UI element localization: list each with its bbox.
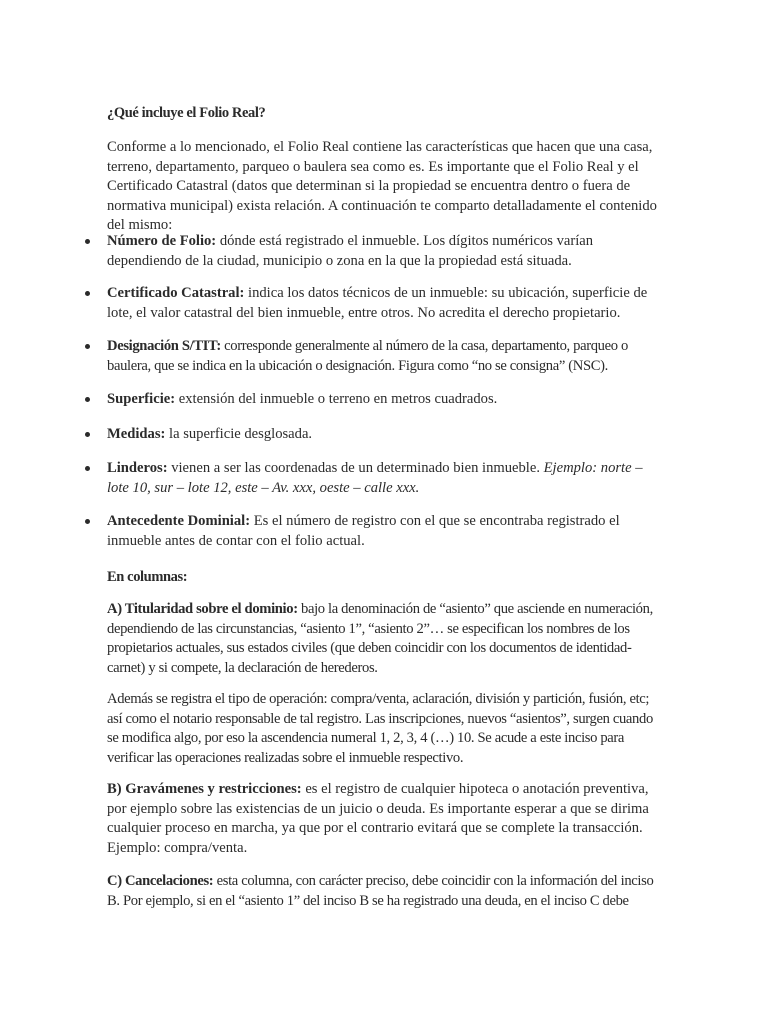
list-item	[107, 337, 667, 376]
list-item	[107, 390, 667, 410]
list-item	[107, 425, 667, 445]
list-item	[107, 232, 667, 271]
section-a-term: A) Titularidad sobre el dominio:	[107, 601, 298, 617]
bullet-term: Superficie:	[107, 391, 176, 407]
section-a-text: bajo la denominación de “asiento” que asciende en numeración, dependiendo de las circunstancias, “asiento 1”, “asiento 2”… se especifican los nombres de los propietarios actuales, sus estados civiles (que deben coincidir con los documentos de identidad-carnet) y si compete, la declaración de herederos.	[107, 601, 653, 676]
list-item	[107, 512, 667, 551]
bullet-term: Medidas:	[107, 426, 166, 442]
section-b-term: B) Gravámenes y restricciones:	[107, 781, 302, 797]
bullet-term: Certificado Catastral:	[107, 285, 245, 301]
page-heading: ¿Qué incluye el Folio Real?	[107, 105, 266, 121]
bullet-text: indica los datos técnicos de un inmueble: su ubicación, superficie de lote, el valor catastral del bien inmueble, entre otros. No acredita el derecho propietario.	[107, 285, 648, 321]
bullet-icon	[85, 239, 90, 244]
bullet-text: extensión del inmueble o terreno en metros cuadrados.	[175, 391, 498, 407]
list-item	[107, 459, 667, 498]
bullet-text: Es el número de registro con el que se encontraba registrado el inmueble antes de contar con el folio actual.	[107, 513, 620, 549]
bullet-icon	[85, 344, 90, 349]
columns-heading: En columnas:	[107, 569, 188, 585]
bullet-text: la superficie desglosada.	[165, 426, 313, 442]
list-item	[107, 284, 667, 323]
bullet-icon	[85, 519, 90, 524]
bullet-term: Linderos:	[107, 460, 168, 476]
section-b-paragraph	[107, 780, 667, 858]
bullet-text: corresponde generalmente al número de la casa, departamento, parqueo o baulera, que se indica en la ubicación o designación. Figura como “no se consigna” (NSC).	[107, 338, 628, 374]
intro-paragraph: Conforme a lo mencionado, el Folio Real contiene las características que hacen que una casa, terreno, departamento, parqueo o baulera sea como es. Es importante que el Folio Real y el Certificado Catastral (datos que determinan si la propiedad se encuentra dentro o fuera de normativa municipal) exista relación. A continuación te comparto detalladamente el contenido del mismo:	[107, 139, 657, 234]
section-a-paragraph	[107, 600, 667, 678]
bullet-icon	[85, 432, 90, 437]
bullet-text: vienen a ser las coordenadas de un determinado bien inmueble.	[167, 460, 544, 476]
section-a-extra-paragraph: Además se registra el tipo de operación: compra/venta, aclaración, división y partición, fusión, etc; así como el notario responsable de tal registro. Las inscripciones, nuevos “asientos”, surgen cuando se modifica algo, por eso la ascendencia numeral 1, 2, 3, 4 (…) 10. Se acude a este inciso para verificar las operaciones realizadas sobre el inmueble respectivo.	[107, 691, 653, 766]
bullet-icon	[85, 466, 90, 471]
section-b-text: es el registro de cualquier hipoteca o anotación preventiva, por ejemplo sobre las existencias de un juicio o deuda. Es importante esperar a que se dirima cualquier proceso en marcha, ya que por el contrario evitará que se complete la transacción. Ejemplo: compra/venta.	[107, 781, 649, 856]
bullet-icon	[85, 397, 90, 402]
bullet-text: dónde está registrado el inmueble. Los dígitos numéricos varían dependiendo de la ciudad, municipio o zona en la que la propiedad está situada.	[107, 233, 594, 269]
bullet-icon	[85, 291, 90, 296]
section-c-term: C) Cancelaciones:	[107, 873, 214, 889]
bullet-term: Designación S/TIT:	[107, 338, 221, 354]
bullet-term: Número de Folio:	[107, 233, 217, 249]
bullet-term: Antecedente Dominial:	[107, 513, 251, 529]
section-c-text: esta columna, con carácter preciso, debe coincidir con la información del inciso B. Por ejemplo, si en el “asiento 1” del inciso B se ha registrado una deuda, en el inciso C debe	[107, 873, 654, 909]
bullet-example: Ejemplo: norte – lote 10, sur – lote 12, este – Av. xxx, oeste – calle xxx.	[107, 460, 643, 496]
section-c-paragraph	[107, 872, 667, 911]
